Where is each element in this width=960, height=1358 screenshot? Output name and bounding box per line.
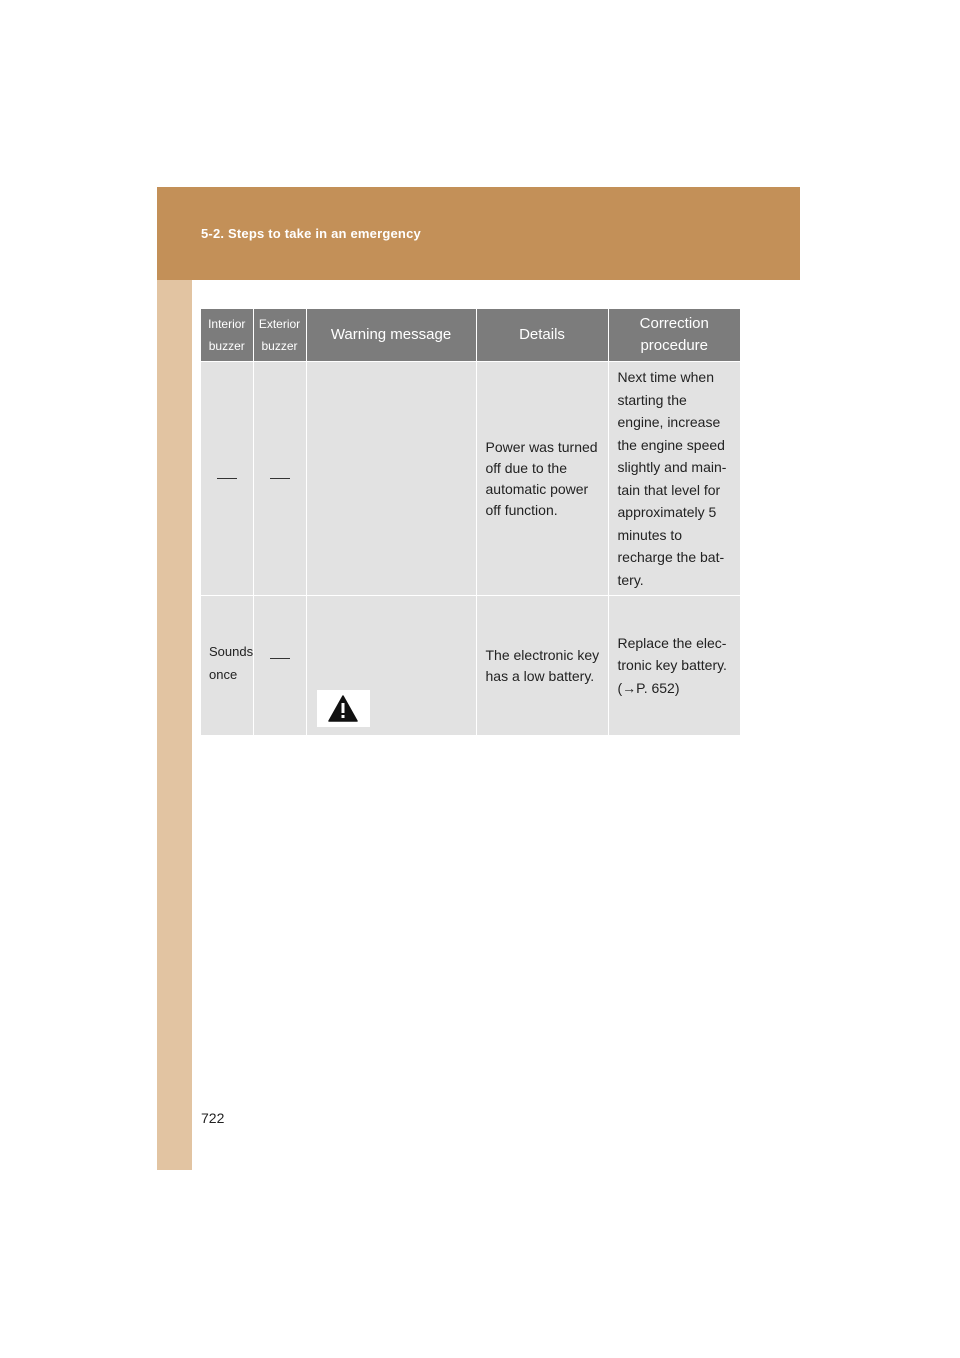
correction-text: Next time when starting the engine, increase the engine speed slightly and main-tain that level for approximately 5 minutes to recharge the bat-tery.	[617, 369, 727, 588]
details-text: The electronic key has a low battery.	[485, 646, 600, 684]
column-header-correction-procedure: Correction procedure	[608, 309, 740, 362]
section-title: 5-2. Steps to take in an emergency	[201, 226, 421, 241]
none-dash	[217, 478, 237, 479]
warning-triangle-icon	[317, 690, 370, 727]
exterior-buzzer-cell	[253, 596, 306, 736]
details-cell	[476, 596, 608, 736]
column-header-details: Details	[476, 309, 608, 362]
none-dash	[270, 478, 290, 479]
none-dash	[270, 658, 290, 659]
exterior-buzzer-cell	[253, 362, 306, 596]
column-header-warning-message: Warning message	[306, 309, 476, 362]
interior-buzzer-text: Sounds once	[209, 643, 254, 682]
warning-message-cell	[306, 596, 476, 736]
page-number: 722	[201, 1110, 225, 1126]
correction-cell	[608, 362, 740, 596]
interior-buzzer-cell	[201, 596, 253, 736]
warning-message-cell	[306, 362, 476, 596]
side-tab-bar	[157, 187, 192, 1170]
details-cell	[476, 362, 608, 596]
table-row	[201, 362, 740, 596]
warning-table	[201, 309, 740, 735]
interior-buzzer-cell	[201, 362, 253, 596]
column-header-exterior-buzzer: Exterior buzzer	[253, 309, 306, 362]
details-text: Power was turned off due to the automatic power off function.	[485, 438, 598, 518]
table-row	[201, 596, 740, 736]
correction-cell	[608, 596, 740, 736]
column-header-interior-buzzer: Interior buzzer	[201, 309, 253, 362]
table-header-row	[201, 309, 740, 362]
correction-text: Replace the elec-tronic key battery. (→P. 652)	[617, 634, 727, 696]
